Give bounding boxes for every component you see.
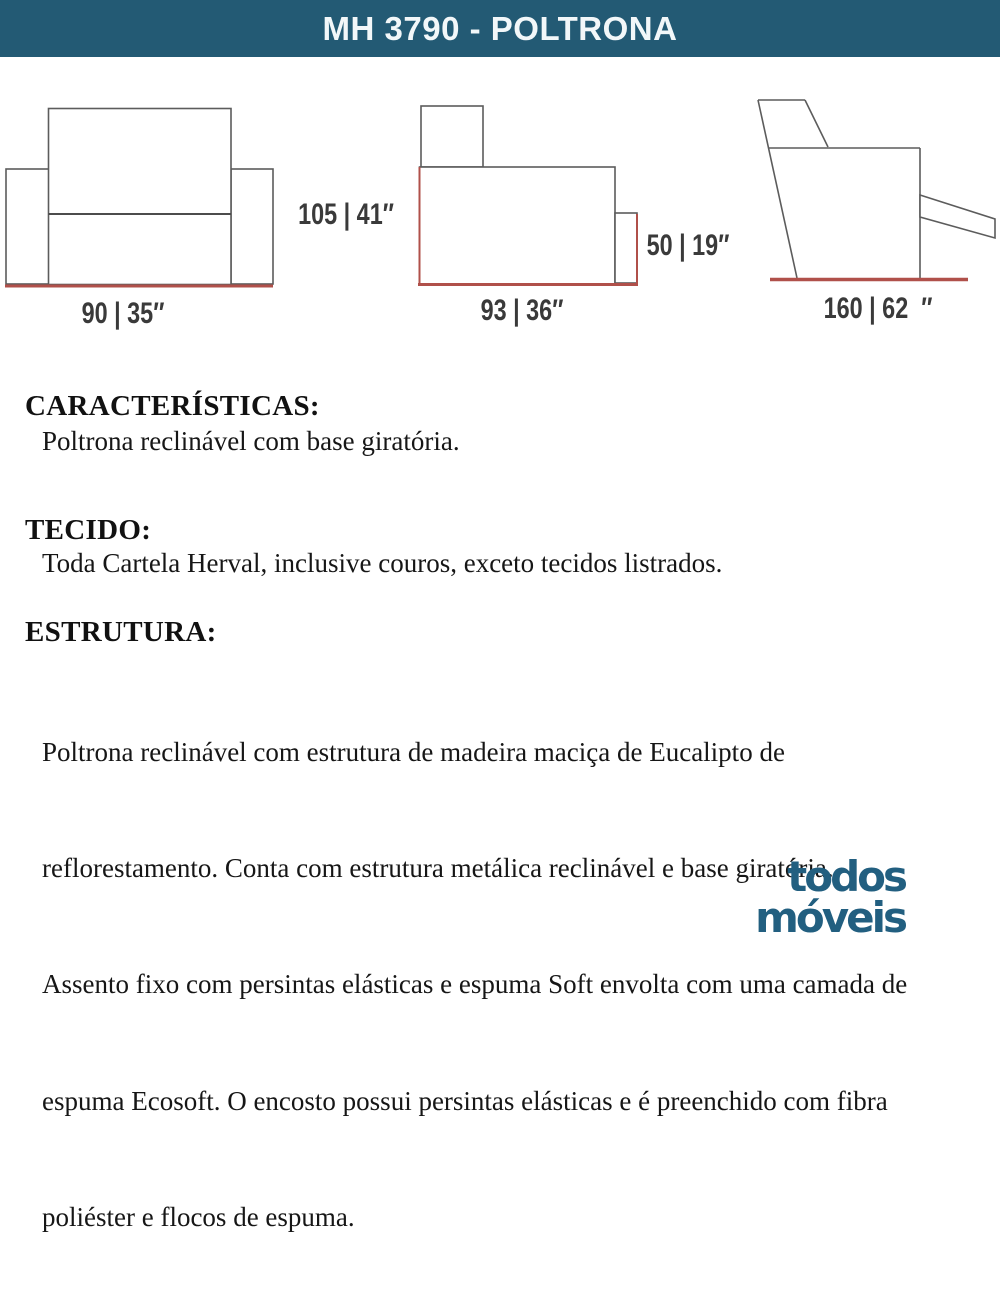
side-depth-dimension-label: 93 | 36″: [480, 294, 564, 327]
estrutura-line: Assento fixo com persintas elásticas e espuma Soft envolta com uma camada de: [42, 969, 908, 1000]
front-backrest: [49, 109, 232, 285]
reclined-footrest: [920, 195, 995, 238]
reclined-view-diagram: [758, 100, 995, 280]
seat-height-dimension-label: 50 | 19″: [646, 229, 730, 262]
side-headrest: [421, 106, 483, 167]
caracteristicas-body: Poltrona reclinável com base giratória.: [42, 426, 460, 456]
page-title: MH 3790 - POLTRONA: [322, 9, 678, 47]
front-width-dimension-label: 90 | 35″: [81, 297, 165, 330]
todos-moveis-logo: [755, 852, 905, 942]
height-dimension-label: 105 | 41″: [298, 198, 394, 231]
reclined-back-right-slant: [805, 100, 828, 147]
estrutura-line: Poltrona reclinável com estrutura de madeira maciça de Eucalipto de: [42, 736, 785, 767]
caracteristicas-heading: CARACTERÍSTICAS:: [25, 390, 320, 422]
tecido-body: Toda Cartela Herval, inclusive couros, exceto tecidos listrados.: [42, 548, 723, 578]
estrutura-line: espuma Ecosoft. O encosto possui persintas elásticas e é preenchido com fibra: [42, 1085, 888, 1116]
logo-word-todos: todos: [787, 852, 905, 901]
estrutura-line: reflorestamento. Conta com estrutura metálica reclinável e base giratória.: [42, 852, 834, 883]
estrutura-body: [42, 655, 907, 1315]
side-body: [420, 167, 616, 284]
side-view-diagram: [418, 106, 638, 285]
reclined-length-dimension-label: 160 | 62 ″: [823, 292, 933, 325]
estrutura-line: poliéster e flocos de espuma.: [42, 1202, 355, 1233]
logo-word-moveis: móveis: [755, 893, 905, 942]
side-base-block: [615, 213, 637, 283]
estrutura-heading: ESTRUTURA:: [25, 616, 217, 648]
front-armrest-right: [231, 169, 273, 284]
reclined-back-slant: [758, 100, 797, 278]
tecido-heading: TECIDO:: [25, 514, 152, 546]
front-armrest-left: [6, 169, 49, 284]
front-view-diagram: [5, 109, 273, 287]
